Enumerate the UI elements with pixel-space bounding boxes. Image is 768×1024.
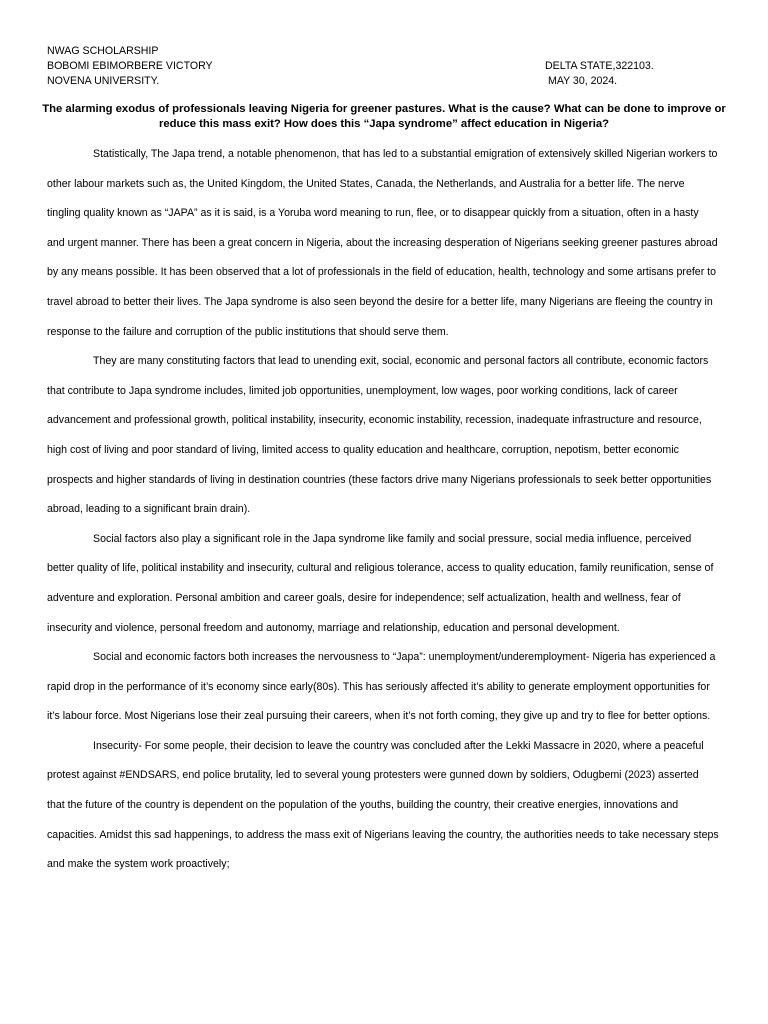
author-name: BOBOMI EBIMORBERE VICTORY [47, 60, 213, 72]
paragraph-3: Social factors also play a significant role in the Japa syndrome like family and social pressure, social media influence, perceived better quality of life, political instability and insecurity, cultural and religious tolerance, access to quality education, family reunification, sense of adventure and exploration. Personal ambition and career goals, desire for independence; self actualization, health and wellness, fear of insecurity and violence, personal freedom and autonomy, marriage and relationship, education and personal development. [47, 532, 714, 634]
header-line-3 [47, 74, 727, 88]
paragraph-1: Statistically, The Japa trend, a notable phenomenon, that has led to a substantial emigration of extensively skilled Nigerian workers to other labour markets such as, the United Kingdom, the United States, Canada, the Netherlands, and Australia for a better life. The nerve tingling quality known as “JAPA” as it is said, is a Yoruba word meaning to run, flee, or to disappear quickly from a situation, often in a hasty and urgent manner. There has been a great concern in Nigeria, about the increasing desperation of Nigerians seeking greener pastures abroad by any means possible. It has been observed that a lot of professionals in the field of education, health, technology and some artisans prefer to travel abroad to better their lives. The Japa syndrome is also seen beyond the desire for a better life, many Nigerians are fleeing the country in response to the failure and corruption of the public institutions that should serve them. [47, 148, 718, 338]
paragraph-4: Social and economic factors both increases the nervousness to “Japa”: unemployment/underemployment- Nigeria has experienced a rapid drop in the performance of it’s economy since early(80s). This has seriously affected it’s ability to generate employment opportunities for it’s labour force. Most Nigerians lose their zeal pursuing their careers, when it’s not forth coming, they give up and try to flee for better options. [47, 651, 716, 723]
author-location: DELTA STATE,322103. [545, 60, 654, 72]
paragraph-5: Insecurity- For some people, their decision to leave the country was concluded after the Lekki Massacre in 2020, where a peaceful protest against #ENDSARS, end police brutality, led to several young protesters were gunned down by soldiers, Odugbemi (2023) asserted that the future of the country is dependent on the population of the youths, building the country, their creative energies, innovations and capacities. Amidst this sad happenings, to address the mass exit of Nigerians leaving the country, the authorities needs to take necessary steps and make the system work proactively; [47, 739, 719, 871]
document-date: MAY 30, 2024. [548, 75, 618, 87]
header-line-1 [47, 44, 727, 58]
paragraph-2: They are many constituting factors that lead to unending exit, social, economic and personal factors all contribute, economic factors that contribute to Japa syndrome includes, limited job opportunities, unemployment, low wages, poor working conditions, lack of career advancement and professional growth, political instability, insecurity, economic instability, recession, inadequate infrastructure and resource, high cost of living and poor standard of living, limited access to quality education and healthcare, corruption, nepotism, better economic prospects and higher standards of living in destination countries (these factors drive many Nigerians professionals to seek better opportunities abroad, leading to a significant brain drain). [47, 355, 712, 516]
scholarship-name: NWAG SCHOLARSHIP [47, 45, 159, 57]
university-name: NOVENA UNIVERSITY. [47, 75, 160, 87]
essay-title: The alarming exodus of professionals leaving Nigeria for greener pastures. What is the cause? What can be done to improve or reduce this mass exit? How does this “Japa syndrome” affect education in Nigeria? [42, 103, 726, 130]
header-line-2 [47, 59, 727, 73]
essay-body [47, 140, 719, 880]
